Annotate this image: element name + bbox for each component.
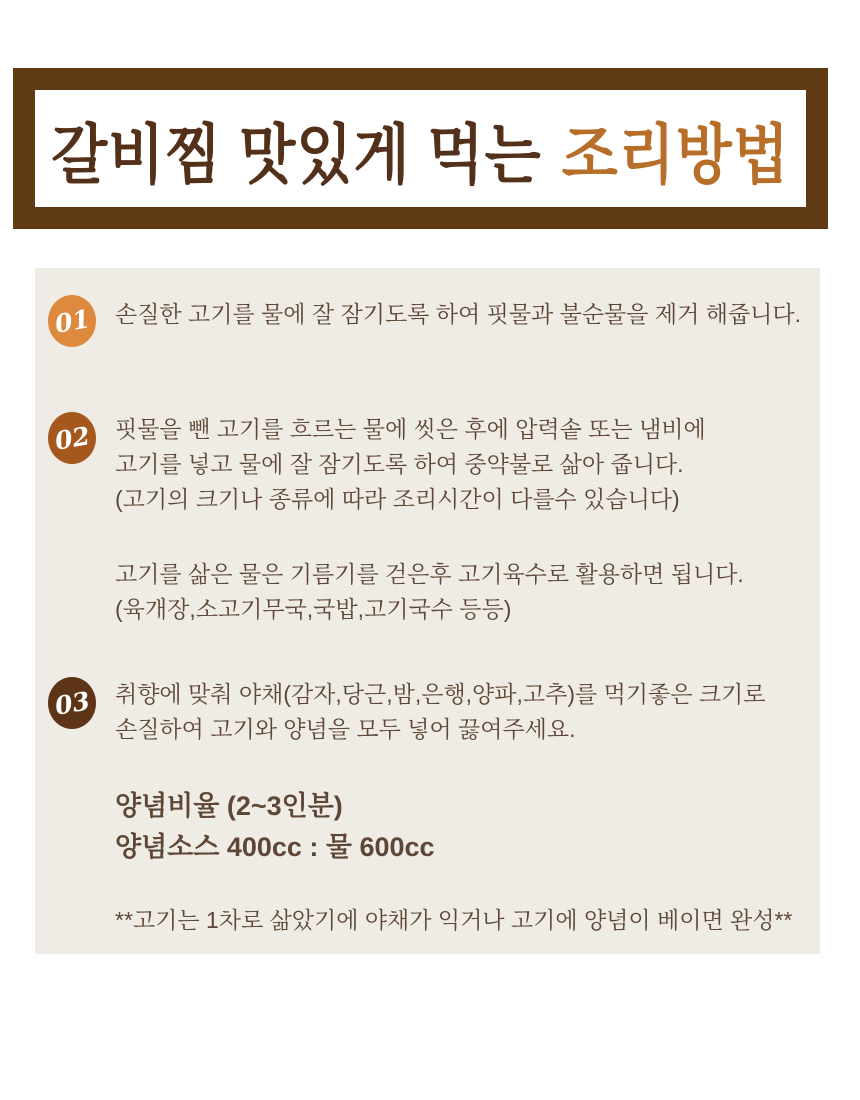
step-3-line: 취향에 맞춰 야채(감자,당근,밤,은행,양파,고추)를 먹기좋은 크기로: [115, 681, 766, 707]
title-banner-frame: [13, 68, 828, 229]
seasoning-ratio-values: 양념소스 400cc : 물 600cc: [115, 832, 435, 862]
completion-note: **고기는 1차로 삶았기에 야채가 익거나 고기에 양념이 베이면 완성**: [115, 907, 793, 933]
step-2-badge: [48, 412, 96, 464]
poster-title-main: 갈비찜 맛있게 먹는: [51, 118, 542, 192]
step-2-text: [115, 412, 706, 517]
step-3-text: [115, 677, 766, 747]
step-2-extra-line: 고기를 삶은 물은 기름기를 걷은후 고기육수로 활용하면 됩니다.: [115, 561, 744, 587]
step-2-extra-line: (육개장,소고기무국,국밥,고기국수 등등): [115, 596, 512, 622]
step-1-number: 01: [52, 303, 92, 339]
step-3-number: 03: [52, 685, 92, 721]
step-2-line: 고기를 넣고 물에 잘 잠기도록 하여 중약불로 삶아 줍니다.: [115, 451, 684, 477]
step-1-line: 손질한 고기를 물에 잘 잠기도록 하여 핏물과 불순물을 제거 해줍니다.: [115, 301, 802, 327]
step-1-badge: [48, 295, 96, 347]
step-3-badge: [48, 677, 96, 729]
title-banner-inner: [35, 90, 806, 207]
instructions-panel: [35, 268, 820, 954]
step-1-text: [115, 297, 801, 332]
poster-title-accent: 조리방법: [561, 118, 790, 192]
seasoning-ratio-block: [115, 786, 435, 868]
step-2-line: (고기의 크기나 종류에 따라 조리시간이 다를수 있습니다): [115, 486, 680, 512]
seasoning-ratio-title: 양념비율 (2~3인분): [115, 791, 343, 821]
step-2-extra-text: [115, 557, 744, 627]
step-3-line: 손질하여 고기와 양념을 모두 넣어 끓여주세요.: [115, 716, 576, 742]
step-2-line: 핏물을 뺀 고기를 흐르는 물에 씻은 후에 압력솥 또는 냄비에: [115, 416, 706, 442]
step-2-number: 02: [52, 420, 92, 456]
